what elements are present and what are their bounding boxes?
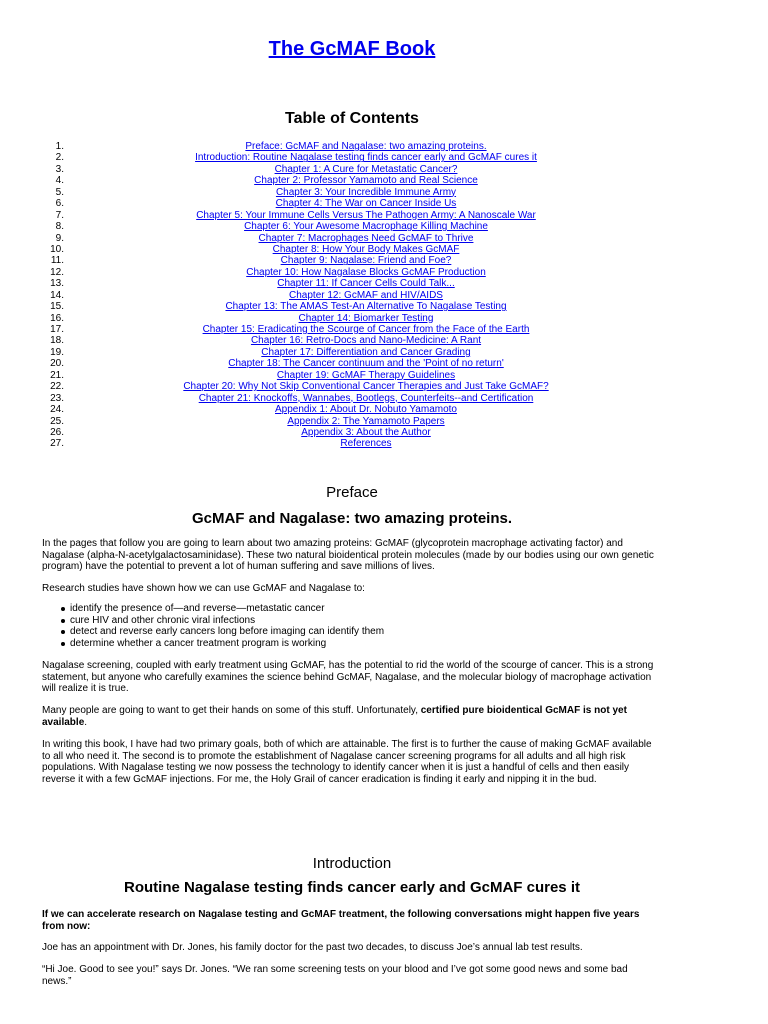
introduction-paragraph-3: “Hi Joe. Good to see you!” says Dr. Jones. “We ran some screening tests on your blood and I’ve got some good news and some bad news.”	[42, 964, 628, 987]
toc-item	[0, 198, 768, 209]
toc-item	[0, 335, 768, 346]
toc-item	[0, 324, 768, 335]
toc-item-link[interactable]: Chapter 2: Professor Yamamoto and Real Science	[254, 175, 478, 187]
toc-item-link[interactable]: Chapter 13: The AMAS Test-An Alternative To Nagalase Testing	[225, 301, 507, 313]
toc-item	[0, 233, 768, 244]
toc-item	[0, 358, 768, 369]
preface-paragraph-4	[42, 705, 656, 728]
toc-item-link[interactable]: Introduction: Routine Nagalase testing finds cancer early and GcMAF cures it	[195, 152, 537, 164]
book-title[interactable]	[0, 38, 704, 61]
introduction-paragraph-1-bold: If we can accelerate research on Nagalase testing and GcMAF treatment, the following conversations might happen five years from now:	[42, 909, 640, 932]
toc-item-number: 24.	[50, 404, 64, 416]
introduction-paragraph-2: Joe has an appointment with Dr. Jones, his family doctor for the past two decades, to discuss Joe’s annual lab test results.	[42, 942, 583, 953]
table-of-contents	[0, 141, 768, 450]
toc-item	[0, 381, 768, 392]
toc-item-number: 19.	[50, 346, 64, 358]
preface-title: GcMAF and Nagalase: two amazing proteins.	[191, 510, 513, 527]
toc-item	[0, 370, 768, 381]
toc-item	[0, 164, 768, 175]
toc-item-number: 5.	[55, 186, 64, 198]
toc-item-number: 22.	[50, 381, 64, 393]
toc-item	[0, 290, 768, 301]
toc-item-link[interactable]: Chapter 6: Your Awesome Macrophage Killing Machine	[244, 221, 488, 233]
toc-item-number: 2.	[55, 152, 64, 164]
toc-item-number: 1.	[55, 141, 64, 152]
preface-paragraph-4-end: .	[84, 716, 88, 728]
toc-item-number: 16.	[50, 312, 64, 324]
toc-item-number: 23.	[50, 392, 64, 404]
toc-item	[0, 210, 768, 221]
toc-item-number: 18.	[50, 335, 64, 347]
preface-bullet-list	[42, 603, 656, 650]
toc-item-number: 27.	[50, 438, 64, 450]
toc-item-link[interactable]: Chapter 9: Nagalase: Friend and Foe?	[280, 255, 452, 267]
toc-item-number: 14.	[50, 289, 64, 301]
list-item: identify the presence of—and reverse—metastatic cancer	[42, 603, 656, 615]
toc-item-link[interactable]: Chapter 16: Retro-Docs and Nano-Medicine: A Rant	[250, 335, 482, 347]
toc-item-link[interactable]: Chapter 8: How Your Body Makes GcMAF	[272, 243, 460, 255]
toc-item	[0, 438, 768, 449]
toc-item-number: 12.	[50, 266, 64, 278]
toc-item-link[interactable]: Chapter 7: Macrophages Need GcMAF to Thrive	[258, 232, 474, 244]
toc-item-number: 21.	[50, 369, 64, 381]
toc-item-link[interactable]: Chapter 20: Why Not Skip Conventional Cancer Therapies and Just Take GcMAF?	[183, 381, 549, 393]
introduction-label: Introduction	[312, 855, 392, 872]
toc-item-link[interactable]: Chapter 15: Eradicating the Scourge of Cancer from the Face of the Earth	[202, 324, 530, 335]
toc-item-link[interactable]: Appendix 1: About Dr. Nobuto Yamamoto	[275, 404, 457, 416]
book-title-link[interactable]: The GcMAF Book	[268, 38, 436, 60]
toc-item-link[interactable]: Chapter 5: Your Immune Cells Versus The Pathogen Army: A Nanoscale War	[196, 209, 536, 221]
toc-item-number: 7.	[55, 209, 64, 221]
preface-paragraph-3: Nagalase screening, coupled with early treatment using GcMAF, has the potential to rid the world of the scourge of cancer. This is a strong statement, but anyone who carefully examines the science behind GcMAF, Nagalase, and the molecular biology of macrophage activation will realize it is true.	[42, 660, 654, 695]
toc-item-number: 20.	[50, 358, 64, 370]
toc-item	[0, 427, 768, 438]
toc-item-link[interactable]: Chapter 3: Your Incredible Immune Army	[275, 186, 457, 198]
toc-item	[0, 187, 768, 198]
toc-item-link[interactable]: Chapter 12: GcMAF and HIV/AIDS	[289, 289, 443, 301]
toc-item-link[interactable]: Chapter 10: How Nagalase Blocks GcMAF Production	[246, 266, 486, 278]
preface-paragraph-4-bold: certified pure bioidentical GcMAF is not yet available	[42, 705, 627, 728]
toc-item	[0, 393, 768, 404]
toc-item	[0, 244, 768, 255]
toc-item-link[interactable]: Appendix 3: About the Author	[301, 426, 431, 438]
toc-item-number: 4.	[55, 175, 64, 187]
toc-item-number: 10.	[50, 243, 64, 255]
toc-item	[0, 255, 768, 266]
toc-item	[0, 416, 768, 427]
toc-item-link[interactable]: Appendix 2: The Yamamoto Papers	[287, 415, 445, 427]
toc-item-link[interactable]: Chapter 11: If Cancer Cells Could Talk...	[277, 278, 455, 290]
toc-item	[0, 267, 768, 278]
preface-paragraph-5: In writing this book, I have had two primary goals, both of which are attainable. The first is to further the cause of making GcMAF available to all who need it. The second is to promote the establishment of Nagalase cancer screening programs for all adults and all high risk populations. With Nagalase testing we now possess the technology to identify cancer when it is just a handful of cells and then easily reverse it with a few GcMAF injections. For me, the Holy Grail of cancer eradication is finding it early and nipping it in the bud.	[42, 739, 652, 786]
toc-item-number: 6.	[55, 198, 64, 210]
toc-item	[0, 313, 768, 324]
toc-item-link[interactable]: Chapter 18: The Cancer continuum and the 'Point of no return'	[228, 358, 504, 370]
toc-item-number: 17.	[50, 324, 64, 335]
toc-item-number: 11.	[50, 255, 64, 267]
toc-item-link[interactable]: Chapter 14: Biomarker Testing	[298, 312, 434, 324]
preface-paragraph-2: Research studies have shown how we can use GcMAF and Nagalase to:	[42, 583, 365, 594]
toc-item-number: 3.	[55, 163, 64, 175]
toc-item-number: 15.	[50, 301, 64, 313]
toc-heading: Table of Contents	[285, 110, 419, 127]
preface-paragraph-1: In the pages that follow you are going to learn about two amazing proteins: GcMAF (glycoprotein macrophage activating factor) and Nagalase (alpha-N-acetylgalactosaminidase). These two natural bioidentical protein molecules (made by our bodies using our own genetic program) have the potential to prevent a lot of human suffering and save millions of lives.	[42, 538, 654, 573]
toc-item-number: 26.	[50, 426, 64, 438]
list-item: determine whether a cancer treatment program is working	[42, 638, 656, 650]
toc-item-link[interactable]: References	[340, 438, 392, 450]
list-item: cure HIV and other chronic viral infections	[42, 615, 656, 627]
toc-item-link[interactable]: Chapter 19: GcMAF Therapy Guidelines	[276, 369, 456, 381]
toc-item-number: 25.	[50, 415, 64, 427]
toc-item-link[interactable]: Preface: GcMAF and Nagalase: two amazing proteins.	[245, 141, 487, 152]
toc-item-link[interactable]: Chapter 21: Knockoffs, Wannabes, Bootlegs, Counterfeits--and Certification	[198, 392, 534, 404]
toc-item	[0, 152, 768, 163]
toc-item	[0, 278, 768, 289]
toc-item-number: 9.	[55, 232, 64, 244]
toc-item	[0, 404, 768, 415]
toc-item	[0, 175, 768, 186]
list-item: detect and reverse early cancers long before imaging can identify them	[42, 626, 656, 638]
toc-item-number: 13.	[50, 278, 64, 290]
introduction-title: Routine Nagalase testing finds cancer early and GcMAF cures it	[124, 879, 580, 896]
toc-item	[0, 347, 768, 358]
toc-item-link[interactable]: Chapter 17: Differentiation and Cancer Grading	[261, 346, 471, 358]
toc-item	[0, 301, 768, 312]
preface-paragraph-4-text: Many people are going to want to get their hands on some of this stuff. Unfortunately,	[42, 705, 421, 716]
toc-item-link[interactable]: Chapter 1: A Cure for Metastatic Cancer?	[274, 163, 458, 175]
toc-item	[0, 141, 768, 152]
toc-item-number: 8.	[55, 221, 64, 233]
preface-label: Preface	[326, 484, 378, 501]
toc-item	[0, 221, 768, 232]
toc-item-link[interactable]: Chapter 4: The War on Cancer Inside Us	[275, 198, 457, 210]
introduction-paragraph-1	[42, 909, 656, 932]
